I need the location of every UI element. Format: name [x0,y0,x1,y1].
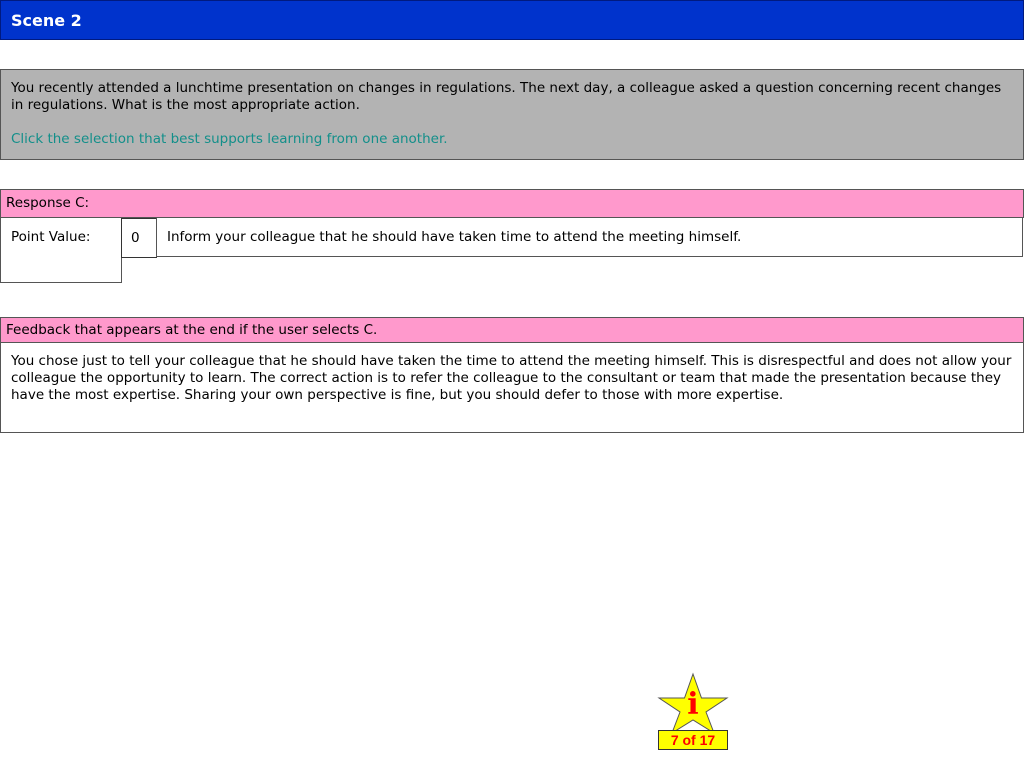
response-text: Inform your colleague that he should have taken time to attend the meeting himself. [167,229,742,245]
point-value-label-cell [0,217,122,283]
feedback-panel [0,342,1024,433]
response-option-c[interactable] [156,217,1023,257]
scenario-panel [0,69,1024,160]
point-value-field [121,218,157,258]
scene-title: Scene 2 [11,11,82,30]
feedback-header [0,317,1024,343]
scene-title-bar [0,0,1024,40]
page-counter: 7 of 17 [658,730,728,750]
page-badge[interactable] [655,672,731,752]
feedback-header-label: Feedback that appears at the end if the user selects C. [6,322,378,338]
response-header [0,189,1024,218]
feedback-text: You chose just to tell your colleague that he should have taken the time to attend the meeting himself. This is disrespectful and does not allow your colleague the opportunity to learn. The correct action is to refer the colleague to the consultant or team that made the presentation because they have the most expertise. Sharing your own perspective is fine, but you should defer to those with more expertise. [11,353,1012,403]
point-value: 0 [131,230,140,246]
scenario-text: You recently attended a lunchtime presentation on changes in regulations. The next day, a colleague asked a question concerning recent changes in regulations. What is the most appropriate action. [11,80,1002,113]
scenario-instruction: Click the selection that best supports learning from one another. [11,131,448,147]
info-glyph: i [687,687,699,722]
point-value-label: Point Value: [11,229,91,245]
response-header-label: Response C: [6,195,90,211]
